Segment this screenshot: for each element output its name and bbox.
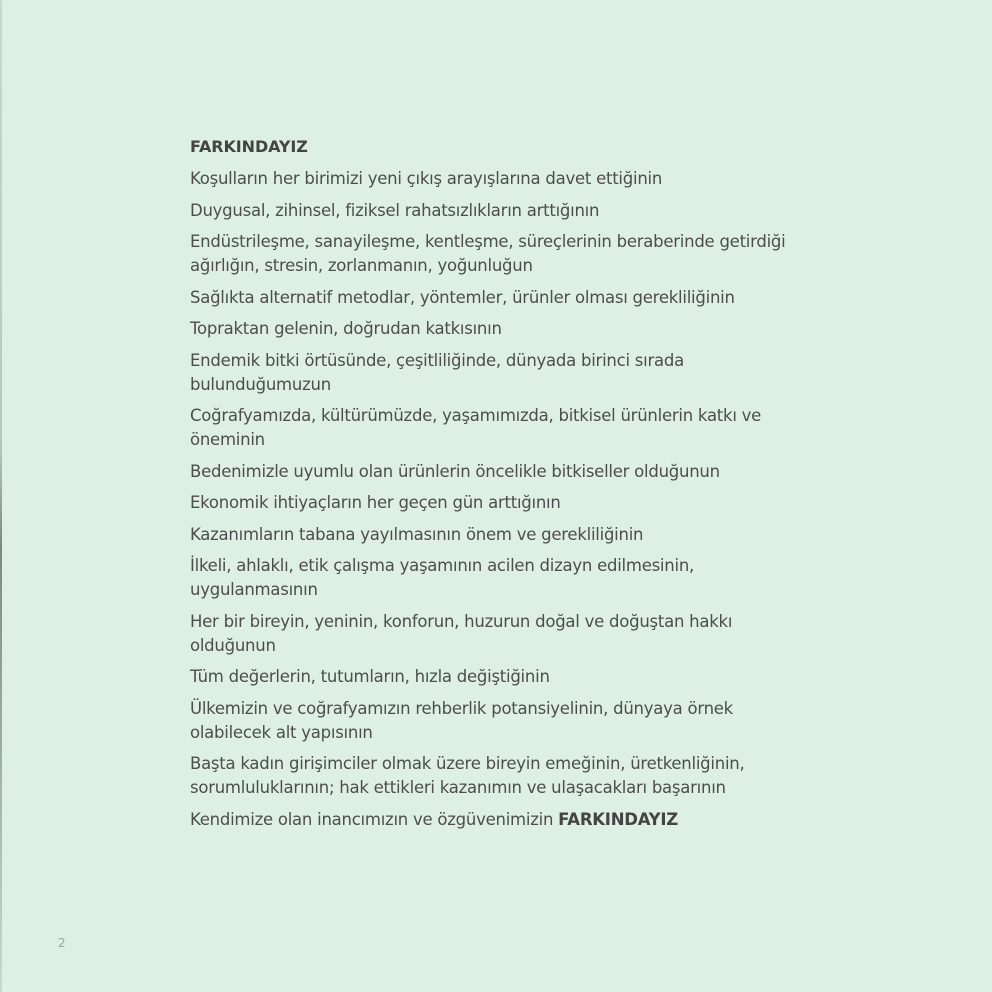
section-heading: FARKINDAYIZ <box>190 137 308 156</box>
list-item: Koşulların her birimizi yeni çıkış arayışlarına davet ettiğinin <box>190 169 663 188</box>
list-item: Her bir bireyin, yeninin, konforun, huzurun doğal ve doğuştan hakkı olduğunun <box>190 611 733 655</box>
text-block <box>190 136 800 839</box>
list-item: Tüm değerlerin, tutumların, hızla değiştiğinin <box>190 667 550 686</box>
closing-emphasis: FARKINDAYIZ <box>558 809 678 829</box>
list-item: Sağlıkta alternatif metodlar, yöntemler, ürünler olması gerekliliğinin <box>190 287 735 307</box>
list-item: Ekonomik ihtiyaçların her geçen gün arttığının <box>190 493 561 512</box>
list-item: İlkeli, ahlaklı, etik çalışma yaşamının acilen dizayn edilmesinin, uygulanmasının <box>190 556 695 599</box>
page-number: 2 <box>58 936 66 950</box>
list-item: Ülkemizin ve coğrafyamızın rehberlik potansiyelinin, dünyaya örnek olabilecek alt yapısının <box>190 698 733 742</box>
closing-line <box>190 808 800 832</box>
list-item: Coğrafyamızda, kültürümüzde, yaşamımızda, bitkisel ürünlerin katkı ve öneminin <box>190 406 762 449</box>
list-item: Topraktan gelenin, doğrudan katkısının <box>190 319 502 338</box>
list-item: Kazanımların tabana yayılmasının önem ve gerekliliğinin <box>190 524 644 544</box>
list-item: Endemik bitki örtüsünde, çeşitliliğinde, dünyada birinci sırada bulunduğumuzun <box>190 350 684 394</box>
list-item: Duygusal, zihinsel, fiziksel rahatsızlıkların arttığının <box>190 200 600 220</box>
list-item: Başta kadın girişimciler olmak üzere bireyin emeğinin, üretkenliğinin, sorumluluklarının; hak ettikleri kazanımın ve ulaşacakları başarının <box>190 754 745 797</box>
list-item: Bedenimizle uyumlu olan ürünlerin öncelikle bitkiseller olduğunun <box>190 461 720 481</box>
list-item: Endüstrileşme, sanayileşme, kentleşme, süreçlerinin beraberinde getirdiği ağırlığın, stresin, zorlanmanın, yoğunluğun <box>190 232 786 275</box>
page-edge <box>0 0 2 992</box>
closing-text: Kendimize olan inancımızın ve özgüvenimizin <box>190 809 554 829</box>
statement-list <box>190 167 800 832</box>
